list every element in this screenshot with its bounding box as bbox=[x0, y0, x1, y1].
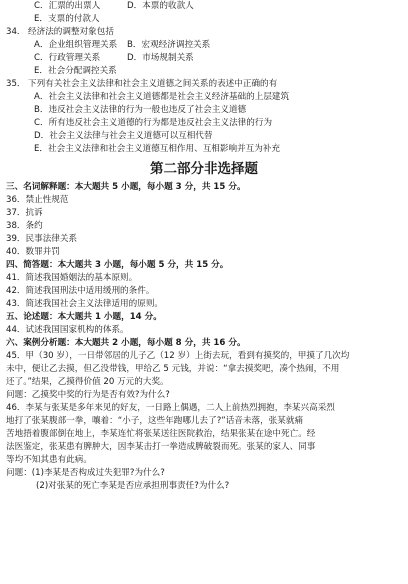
q34-options-row1 bbox=[6, 39, 402, 52]
option-c: C．行政管理关系 bbox=[34, 53, 101, 63]
option-c: C．汇票的出票人 bbox=[34, 1, 101, 11]
case-45-question: 问题：乙摸奖中奖的行为是否有效?为什么? bbox=[6, 390, 170, 400]
question-item: 36．禁止性规范 bbox=[6, 195, 69, 205]
question-item: 43．简述我国社会主义法律适用的原则。 bbox=[6, 299, 164, 309]
part-title: 第二部分非选择题 bbox=[150, 161, 258, 177]
section-heading bbox=[6, 181, 402, 194]
section-rule: 本大题共 3 小题，每小题 5 分，共 15 分。 bbox=[57, 260, 229, 270]
question-item: 40．数罪并罚 bbox=[6, 247, 60, 257]
question-item: 42．简述我国刑法中适用缓刑的条件。 bbox=[6, 286, 155, 296]
q34-options-row2 bbox=[6, 52, 402, 65]
question-item: 41．简述我国婚姻法的基本原则。 bbox=[6, 273, 138, 283]
section-title: 五、论述题： bbox=[6, 312, 58, 322]
option-d: D．本票的收款人 bbox=[127, 1, 194, 11]
question-stem: 经济法的调整对象包括 bbox=[28, 27, 114, 37]
case-46-line: 46．李某与张某是多年来见的好友，一日路上偶遇，二人上前热烈拥抱，李某兴高采烈 bbox=[6, 403, 335, 413]
question-number: 34． bbox=[6, 27, 26, 37]
option-e: E．支票的付款人 bbox=[34, 14, 100, 24]
case-45-line: 未中，便让乙去摸，但乙没带钱，甲给乙 5 元钱，并说：“拿去摸奖吧，凑个热闹，不用 bbox=[6, 364, 340, 374]
option-b: B．宏观经济调控关系 bbox=[127, 40, 211, 50]
option-a: A．社会主义法律和社会主义道德都是社会主义经济基础的上层建筑 bbox=[34, 92, 290, 102]
case-45-line: 45．甲（30 岁），一日带邻居的儿子乙（12 岁）上街去玩，看到有摸奖的，甲摸了几次均 bbox=[6, 351, 350, 361]
question-stem: 下列有关社会主义法律和社会主义道德之间关系的表述中正确的有 bbox=[28, 79, 278, 89]
q33-options-row bbox=[6, 0, 402, 13]
option-e: E．社会分配调控关系 bbox=[34, 66, 117, 76]
section-title: 六、案例分析题： bbox=[6, 338, 75, 348]
section-title: 三、名词解释题： bbox=[6, 182, 75, 192]
question-34 bbox=[6, 26, 402, 39]
option-e: E．社会主义法律和社会主义道德互相作用、互相影响并互为补充 bbox=[34, 144, 281, 154]
section-heading bbox=[6, 259, 402, 272]
section-rule: 本大题共 2 小题，每小题 8 分，共 16 分。 bbox=[74, 338, 246, 348]
option-a: A．企业组织管理关系 bbox=[34, 40, 118, 50]
option-d: D．市场规制关系 bbox=[127, 53, 194, 63]
section-heading bbox=[6, 311, 402, 324]
option-c: C．所有违反社会主义道德的行为都是违反社会主义法律的行为 bbox=[34, 118, 273, 128]
case-46-line: 苦地捂着腹部倒在地上，李某连忙将张某送往医院救治，结果张某在途中死亡。经 bbox=[6, 429, 316, 439]
question-35 bbox=[6, 78, 402, 91]
case-46-question: (2)对张某的死亡李某是否应承担刑事责任?为什么? bbox=[36, 481, 230, 491]
section-rule: 本大题共 5 小题，每小题 3 分，共 15 分。 bbox=[74, 182, 246, 192]
section-rule: 本大题共 1 小题，14 分。 bbox=[57, 312, 162, 322]
option-b: B．违反社会主义法律的行为一般也违反了社会主义道德 bbox=[34, 105, 247, 115]
case-45-line: 还了。”结果，乙摸得价值 20 万元的大奖。 bbox=[6, 377, 169, 387]
section-title: 四、简答题： bbox=[6, 260, 58, 270]
section-heading bbox=[6, 337, 402, 350]
case-46-line: 等均不知其患有此病。 bbox=[6, 455, 92, 465]
case-46-line: 地打了张某腹部一拳，嚷着：“小子，这些年跑哪儿去了?”话音未落，张某就痛 bbox=[6, 416, 304, 426]
case-46-question: 问题：(1)李某是否构成过失犯罪?为什么? bbox=[6, 468, 165, 478]
question-item: 38．条约 bbox=[6, 221, 43, 231]
question-number: 35． bbox=[6, 79, 26, 89]
question-item: 37．抗诉 bbox=[6, 208, 43, 218]
option-d: D．社会主义法律与社会主义道德可以互相代替 bbox=[34, 131, 213, 141]
question-item: 44．试述我国国家机构的体系。 bbox=[6, 325, 129, 335]
case-46-line: 法医鉴定，张某患有脾肿大，因李某击打一拳造成脾破裂而死。张某的家人、同事 bbox=[6, 442, 316, 452]
question-item: 39．民事法律关系 bbox=[6, 234, 78, 244]
